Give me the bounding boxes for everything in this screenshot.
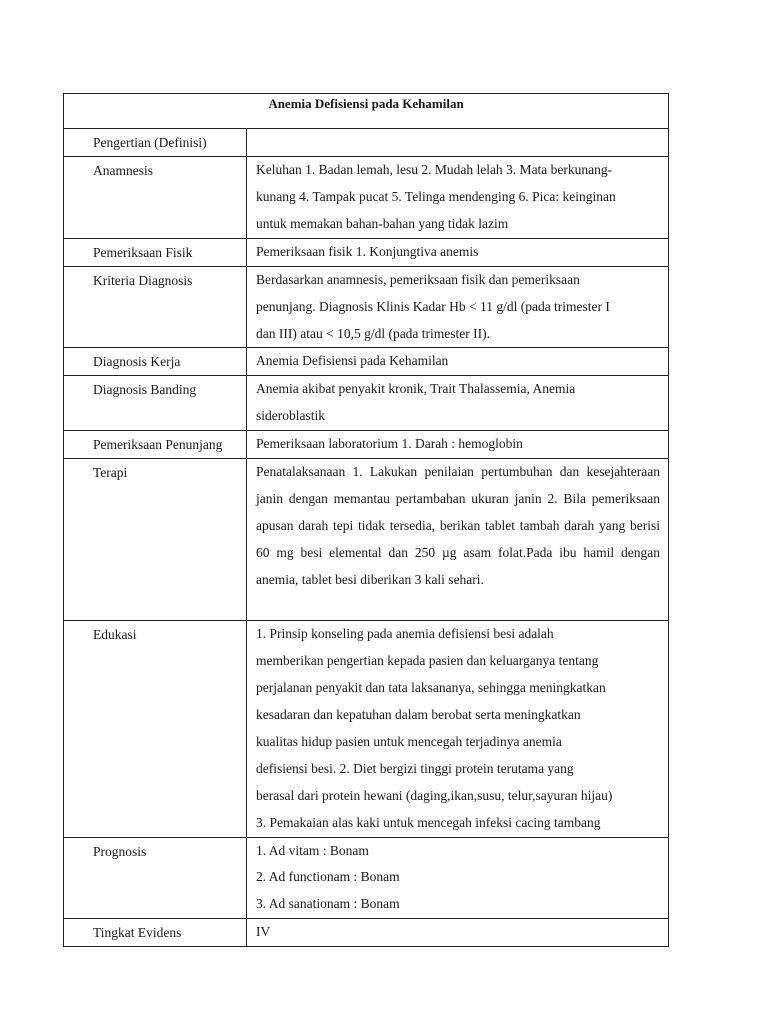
value-line: Pemeriksaan fisik 1. Konjungtiva anemis bbox=[256, 243, 479, 259]
value-line: dan III) atau < 10,5 g/dl (pada trimester II). bbox=[256, 325, 491, 341]
value-line: kualitas hidup pasien untuk mencegah terjadinya anemia bbox=[256, 733, 562, 749]
value-line: Keluhan 1. Badan lemah, lesu 2. Mudah lelah 3. Mata berkunang- bbox=[256, 162, 613, 177]
value-line: sideroblastik bbox=[256, 408, 325, 424]
value-line: defisiensi besi. 2. Diet bergizi tinggi protein terutama yang bbox=[256, 760, 574, 776]
table-row bbox=[64, 376, 669, 431]
table-row bbox=[64, 621, 669, 837]
table-row bbox=[64, 837, 669, 919]
value-line: Penatalaksanaan 1. Lakukan penilaian pertumbuhan dan kesejahteraan janin dengan memantau pertambahan ukuran janin 2. Bila pemeriksaan apusan darah tepi tidak tersedia, berikan tablet tambah darah yang berisi 60 mg besi elemental dan 250 µg asam folat.Pada ibu hamil dengan anemia, tablet besi diberikan 3 kali sehari. bbox=[256, 464, 660, 587]
value-line: 1. Prinsip konseling pada anemia defisiensi besi adalah bbox=[256, 626, 554, 642]
row-label: Pemeriksaan Penunjang bbox=[64, 431, 247, 459]
table-row bbox=[64, 266, 669, 348]
value-line: kunang 4. Tampak pucat 5. Telinga mendenging 6. Pica: keinginan bbox=[256, 188, 616, 204]
clinical-guideline-table bbox=[63, 93, 669, 947]
row-label: Pengertian (Definisi) bbox=[64, 129, 247, 157]
row-value bbox=[247, 376, 669, 431]
table-row bbox=[64, 129, 669, 157]
row-label: Diagnosis Kerja bbox=[64, 348, 247, 376]
table-row bbox=[64, 919, 669, 947]
table-title: Anemia Defisiensi pada Kehamilan bbox=[64, 94, 669, 129]
table-row bbox=[64, 348, 669, 376]
row-value bbox=[247, 431, 669, 459]
row-value bbox=[247, 157, 669, 239]
row-value bbox=[247, 459, 669, 621]
table-row bbox=[64, 238, 669, 266]
value-line: perjalanan penyakit dan tata laksananya, sehingga meningkatkan bbox=[256, 680, 606, 696]
row-value bbox=[247, 621, 669, 837]
table-title-row bbox=[64, 94, 669, 129]
value-line: berasal dari protein hewani (daging,ikan,susu, telur,sayuran hijau) bbox=[256, 787, 613, 803]
value-line: Pemeriksaan laboratorium 1. Darah : hemoglobin bbox=[256, 436, 523, 452]
table-row bbox=[64, 157, 669, 239]
value-line: 3. Ad sanationam : Bonam bbox=[256, 896, 400, 912]
row-label: Prognosis bbox=[64, 837, 247, 919]
value-line: 3. Pemakaian alas kaki untuk mencegah infeksi cacing tambang bbox=[256, 814, 601, 830]
value-line: IV bbox=[256, 924, 271, 940]
value-line: memberikan pengertian kepada pasien dan keluarganya tentang bbox=[256, 653, 599, 669]
value-line: 2. Ad functionam : Bonam bbox=[256, 869, 400, 885]
row-value bbox=[247, 348, 669, 376]
row-value bbox=[247, 266, 669, 348]
value-line: penunjang. Diagnosis Klinis Kadar Hb < 11 g/dl (pada trimester I bbox=[256, 298, 610, 314]
value-line: kesadaran dan kepatuhan dalam berobat serta meningkatkan bbox=[256, 706, 581, 722]
row-value bbox=[247, 129, 669, 157]
value-line: Anemia akibat penyakit kronik, Trait Thalassemia, Anemia bbox=[256, 381, 576, 397]
value-line: Berdasarkan anamnesis, pemeriksaan fisik dan pemeriksaan bbox=[256, 271, 580, 287]
value-line: Anemia Defisiensi pada Kehamilan bbox=[256, 353, 449, 369]
table-row bbox=[64, 431, 669, 459]
table-body bbox=[64, 94, 669, 947]
row-label: Diagnosis Banding bbox=[64, 376, 247, 431]
value-line: 1. Ad vitam : Bonam bbox=[256, 842, 369, 858]
row-value bbox=[247, 919, 669, 947]
row-label: Anamnesis bbox=[64, 157, 247, 239]
row-label: Pemeriksaan Fisik bbox=[64, 238, 247, 266]
table-row bbox=[64, 459, 669, 621]
row-value bbox=[247, 837, 669, 919]
value-line: untuk memakan bahan-bahan yang tidak lazim bbox=[256, 215, 509, 231]
row-label: Edukasi bbox=[64, 621, 247, 837]
row-label: Tingkat Evidens bbox=[64, 919, 247, 947]
row-value bbox=[247, 238, 669, 266]
row-label: Kriteria Diagnosis bbox=[64, 266, 247, 348]
row-label: Terapi bbox=[64, 459, 247, 621]
